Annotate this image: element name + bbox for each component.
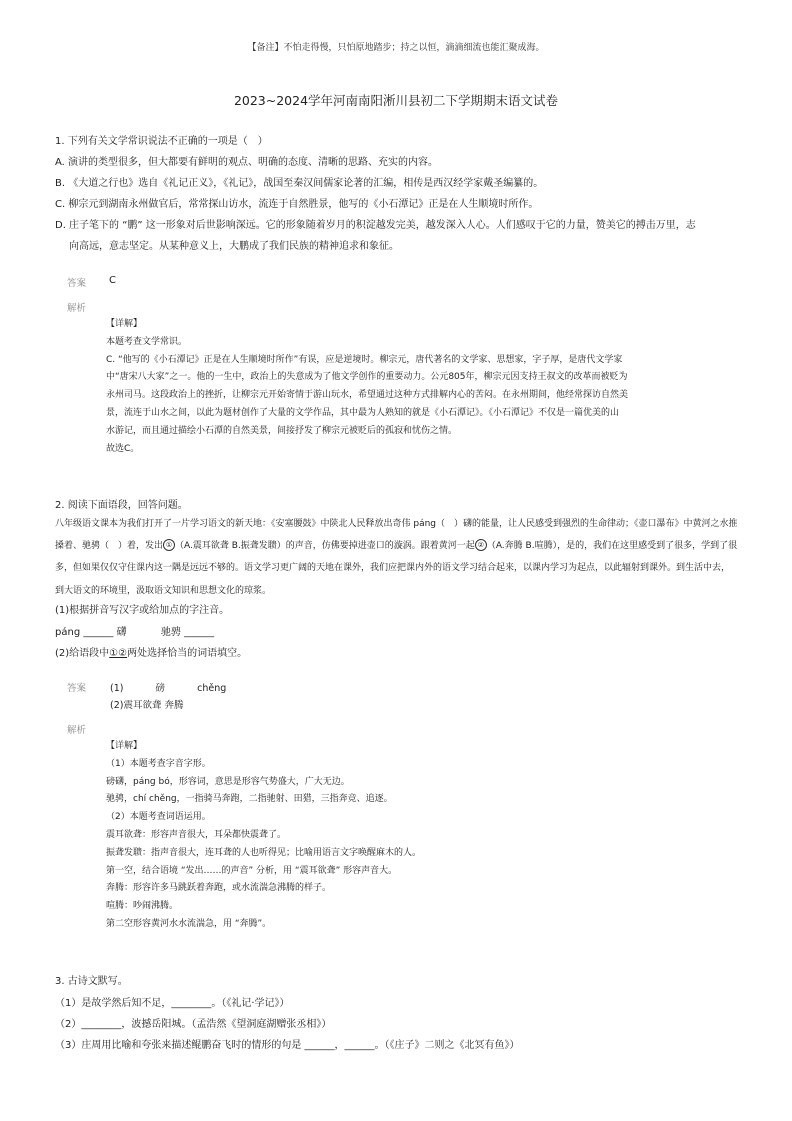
q2-passage [55, 513, 738, 602]
q1-detail-line: 景，流连于山水之间，以此为题材创作了大量的文学作品，其中最为人熟知的就是《小石潭记》。《小石潭记》不仅是一篇优美的山 [106, 407, 620, 418]
q2-detail-line: 震耳欲聋：形容声音很大，耳朵都快震聋了。 [106, 829, 287, 840]
q2-sub2 [55, 647, 247, 661]
q1-option-a: A. 演讲的类型很多，但大都要有鲜明的观点、明确的态度、清晰的思路、充实的内容。 [55, 157, 439, 168]
q1-option-b: B. 《大道之行也》选自《礼记正义》，《礼记》，战国至秦汉间儒家论著的汇编，相传是西汉经学家戴圣编纂的。 [55, 178, 544, 189]
q2-stem: 2. 阅读下面语段，回答问题。 [55, 500, 188, 511]
blank-line-1[interactable]: ______ [83, 627, 114, 638]
q1-analysis-label: 解析 [67, 303, 87, 314]
q2-detail-line: 振聋发聩：指声音很大，连耳聋的人也听得见；比喻用语言文字唤醒麻木的人。 [106, 847, 422, 858]
q1-detail-line: 永州司马。这段政治上的挫折，让柳宗元开始寄情于游山玩水，希望通过这种方式排解内心的苦闷。在永州期间，他经常探访自然美 [106, 390, 629, 401]
q2-answer-label: 答案 [67, 683, 87, 694]
q2-passage-part: （A.奔腾 B.喧腾），是的，我们在这里感受到了很多，学到了很多，但如果仅仅守住课内这一隅是远远不够的。语文学习更广阔的天地在课外，我们应把课内外的语文学习结合起来，以课内学习为起点，以此辐射到课外。到生活中去，到大语文的环境里，汲取语文知识和思想文化的琼浆。 [55, 541, 738, 596]
q2-sub2-prefix: (2)给语段中 [55, 648, 110, 659]
q3-line-1: （1）是故学然后知不足，________。（《礼记·学记》） [55, 998, 290, 1009]
q2-analysis-label: 解析 [67, 725, 87, 736]
q3-line-3: （3）庄周用比喻和夸张来描述鲲鹏奋飞时的情形的句是 ______，______。（《庄子》二则之《北冥有鱼》） [55, 1040, 520, 1051]
q3-line-2: （2）________，波撼岳阳城。（孟浩然《望洞庭湖赠张丞相》） [55, 1019, 332, 1030]
q1-detail-line: 本题考查文学常识。 [106, 336, 188, 347]
q2-answer-2: (2)震耳欲聋 奔腾 [110, 700, 184, 711]
q1-detail-line: C. “他写的《小石潭记》正是在人生顺境时所作”有误，应是逆境时。柳宗元，唐代著名的文学家、思想家，字子厚，是唐代文学家 [106, 354, 623, 365]
q2-detail-line: 磅礴，pánɡ bó，形容词，意思是形容气势盛大，广大无边。 [106, 776, 350, 787]
q1-option-d-cont: 向高远，意志坚定。从某种意义上，大鹏成了我们民族的精神追求和象征。 [69, 241, 399, 252]
q2-detail-line: 驰骋，chí chěng，一指骑马奔跑，二指驰射、田猎，三指奔竞、追逐。 [106, 794, 393, 805]
q1-detail [106, 316, 628, 458]
q1-detail-line: 中“唐宋八大家”之一。他的一生中，政治上的失意成为了他文学创作的重要动力。公元805年，柳宗元因支持王叔文的改革而被贬为 [106, 372, 628, 383]
q1-answer-label: 答案 [67, 278, 87, 289]
q2-detail [106, 738, 421, 934]
blank-marker-2: ② [475, 539, 487, 551]
q2-detail-line: 第一空，结合语境 “发出……的声音” 分析，用 “震耳欲聋” 形容声音大。 [106, 865, 398, 876]
word-chi: 驰 [160, 627, 171, 638]
q2-dotted-char: 骋 [91, 541, 101, 552]
q2-sub2-suffix: 两处选择恰当的词语填空。 [127, 648, 248, 659]
q1-detail-line: 【详解】 [106, 319, 143, 329]
q2-answer-1-char: 磅 [155, 683, 166, 694]
q2-sub1: (1)根据拼音写汉字或给加点的字注音。 [55, 605, 230, 616]
pinyin-pang: páng [55, 627, 81, 638]
q2-detail-line: 喧腾：吵闹沸腾。 [106, 901, 179, 912]
q2-detail-line: 【详解】 [106, 741, 143, 751]
q1-stem: 1. 下列有关文学常识说法不正确的一项是（ ） [55, 136, 268, 147]
blank-line-2[interactable]: ______ [184, 627, 215, 638]
char-bo: 礴 [116, 627, 127, 638]
q2-passage-part: 八年级语文课本为我们打开了一片学习语文的新天地：《安塞腰鼓》中陕北人民释放出奇伟 páng（ ）礴的能量，让人民感受到强烈的生命律动；《壶口瀑布》中黄河之水推搡着、驰 [55, 519, 738, 552]
q1-option-d: D. 庄子笔下的 “鹏” 这一形象对后世影响深远。它的形象随着岁月的积淀越发完美，越发深入人心。人们感叹于它的力量，赞美它的搏击万里，志 [55, 220, 696, 231]
blank-marker-1: ① [163, 539, 175, 551]
q1-detail-line: 故选C。 [106, 443, 140, 454]
q2-answer-1 [110, 680, 226, 694]
q2-sub2-nums: ①② [109, 648, 128, 659]
q2-sub1-blanks [55, 626, 214, 640]
q2-answer-1-pinyin: chěng [197, 683, 227, 694]
q1-detail-line: 水游记，而且通过描绘小石潭的自然美景，间接抒发了柳宗元被贬后的孤寂和忧伤之情。 [106, 425, 458, 436]
q2-passage-part: （A.震耳欲聋 B.振聋发聩）的声音，仿佛要掉进壶口的漩涡。跟着黄河一起 [175, 541, 475, 552]
q1-option-c: C. 柳宗元到湖南永州做官后，常常探山访水，流连于自然胜景，他写的《小石潭记》正是在人生顺境时所作。 [55, 199, 539, 210]
q2-detail-line: （2）本题考查词语运用。 [106, 812, 211, 823]
q2-detail-line: 奔腾：形容许多马跳跃着奔跑，或水流湍急沸腾的样子。 [106, 883, 332, 894]
page-title: 2023~2024学年河南南阳淅川县初二下学期期末语文试卷 [233, 93, 559, 108]
q2-detail-line: （1）本题考查字音字形。 [106, 758, 211, 769]
header-note: 【备注】不怕走得慢，只怕原地踏步；持之以恒，滴滴细流也能汇聚成海。 [247, 43, 545, 53]
q1-answer-value: C [109, 275, 116, 286]
q2-detail-line: 第二空形容黄河水水流湍急，用 “奔腾”。 [106, 918, 272, 929]
dotted-char-cheng: 骋 [170, 627, 181, 638]
q2-answer-1-num: (1) [110, 683, 124, 694]
q3-stem: 3. 古诗文默写。 [55, 976, 128, 987]
q2-passage-part: （ ）着，发出 [100, 541, 164, 552]
